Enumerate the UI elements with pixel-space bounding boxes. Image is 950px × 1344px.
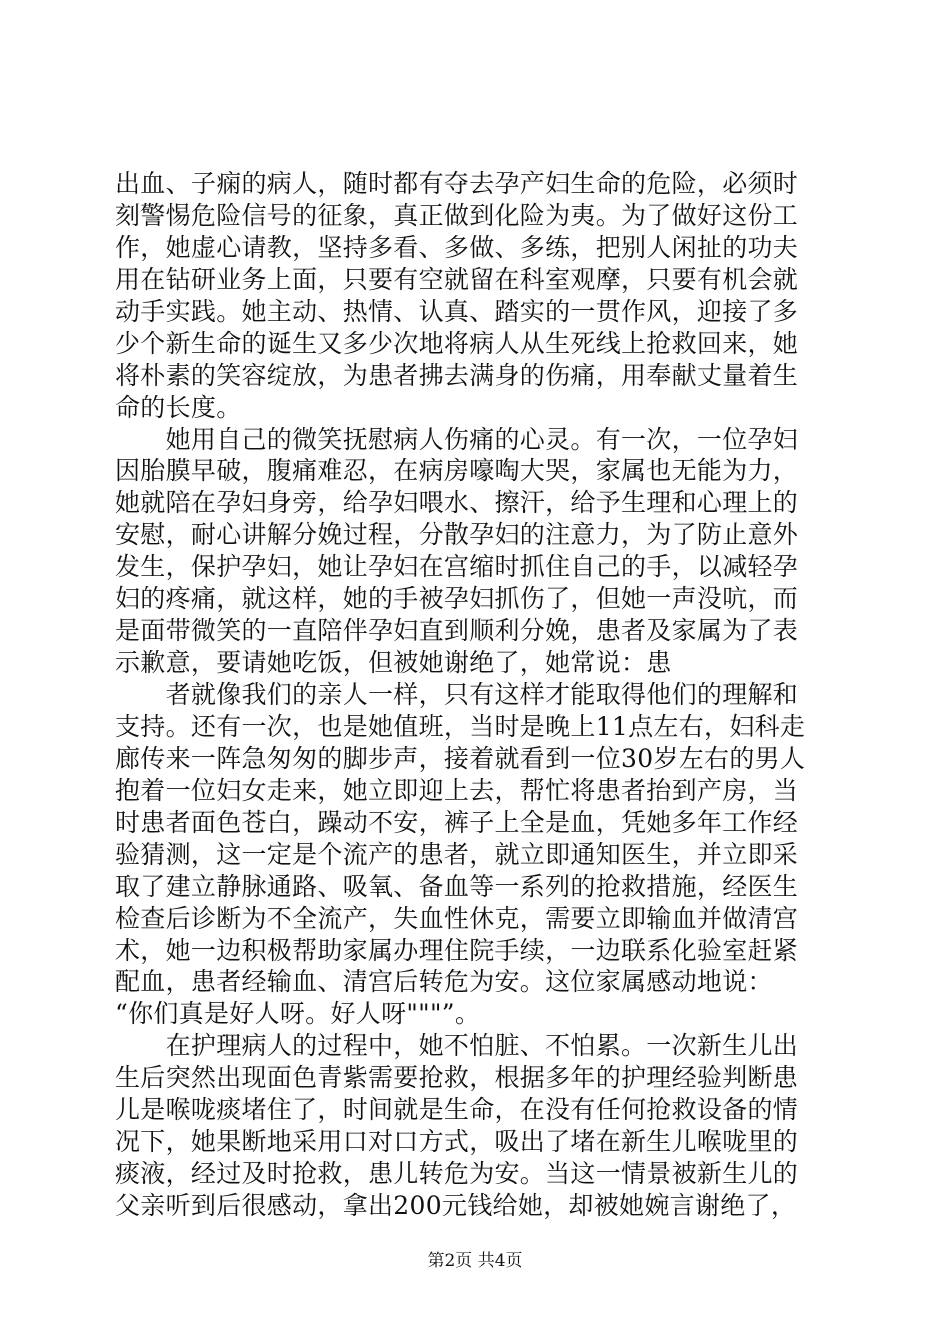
text-line: 动手实践。她主动、热情、认真、踏实的一贯作风，迎接了多 <box>115 297 799 326</box>
text-line: 术，她一边积极帮助家属办理住院手续，一边联系化验室赶紧 <box>115 936 799 965</box>
text-line: 少个新生命的诞生又多少次地将病人从生死线上抢救回来，她 <box>115 329 799 358</box>
text-line: 痰液，经过及时抢救，患儿转危为安。当这一情景被新生儿的 <box>115 1159 799 1188</box>
text-line: 验猜测，这一定是个流产的患者，就立即通知医生，并立即采 <box>115 840 799 869</box>
text-line: 示歉意，要请她吃饭，但被她谢绝了，她常说：患 <box>115 648 672 677</box>
text-line: 取了建立静脉通路、吸氧、备血等一系列的抢救措施，经医生 <box>115 872 799 901</box>
text-line: 儿是喉咙痰堵住了，时间就是生命，在没有任何抢救设备的情 <box>115 1095 799 1124</box>
text-line: 者就像我们的亲人一样，只有这样才能取得他们的理解和 <box>115 680 799 709</box>
text-line: “你们真是好人呀。好人呀"""”。 <box>115 999 481 1028</box>
text-line: 父亲听到后很感动，拿出200元钱给她，却被她婉言谢绝了， <box>115 1191 797 1220</box>
text-line: 在护理病人的过程中，她不怕脏、不怕累。一次新生儿出 <box>115 1031 799 1060</box>
text-line: 发生，保护孕妇，她让孕妇在宫缩时抓住自己的手，以减轻孕 <box>115 552 799 581</box>
text-line: 生后突然出现面色青紫需要抢救，根据多年的护理经验判断患 <box>115 1063 799 1092</box>
text-line: 配血，患者经输血、清宫后转危为安。这位家属感动地说： <box>115 967 773 996</box>
text-line: 作，她虚心请教，坚持多看、多做、多练，把别人闲扯的功夫 <box>115 233 799 262</box>
text-line: 命的长度。 <box>115 393 242 422</box>
text-line: 她用自己的微笑抚慰病人伤痛的心灵。有一次，一位孕妇 <box>115 425 799 454</box>
text-line: 她就陪在孕妇身旁，给孕妇喂水、擦汗，给予生理和心理上的 <box>115 488 799 517</box>
text-line: 将朴素的笑容绽放，为患者拂去满身的伤痛，用奉献丈量着生 <box>115 361 799 390</box>
text-line: 安慰，耐心讲解分娩过程，分散孕妇的注意力，为了防止意外 <box>115 520 799 549</box>
text-line: 用在钻研业务上面，只要有空就留在科室观摩，只要有机会就 <box>115 265 799 294</box>
text-line: 妇的疼痛，就这样，她的手被孕妇抓伤了，但她一声没吭，而 <box>115 584 799 613</box>
text-line: 抱着一位妇女走来，她立即迎上去，帮忙将患者抬到产房，当 <box>115 776 799 805</box>
text-line: 因胎膜早破，腹痛难忍，在病房嚎啕大哭，家属也无能为力， <box>115 456 799 485</box>
text-line: 出血、子痫的病人，随时都有夺去孕产妇生命的危险，必须时 <box>115 169 799 198</box>
text-line: 廊传来一阵急匆匆的脚步声，接着就看到一位30岁左右的男人 <box>115 744 806 773</box>
text-line: 检查后诊断为不全流产，失血性休克，需要立即输血并做清宫 <box>115 904 799 933</box>
text-line: 况下，她果断地采用口对口方式，吸出了堵在新生儿喉咙里的 <box>115 1127 799 1156</box>
text-line: 刻警惕危险信号的征象，真正做到化险为夷。为了做好这份工 <box>115 201 799 230</box>
text-line: 是面带微笑的一直陪伴孕妇直到顺利分娩，患者及家属为了表 <box>115 616 799 645</box>
page-number-footer: 第2页 共4页 <box>427 1251 523 1271</box>
text-line: 支持。还有一次，也是她值班，当时是晚上11点左右，妇科走 <box>115 712 806 741</box>
text-line: 时患者面色苍白，躁动不安，裤子上全是血，凭她多年工作经 <box>115 808 799 837</box>
